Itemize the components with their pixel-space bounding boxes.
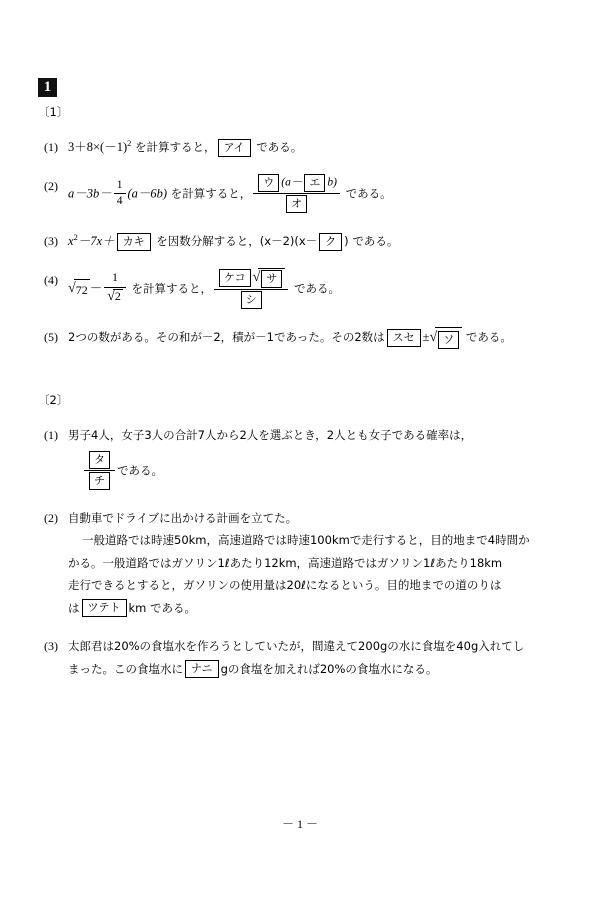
sqrt-answer — [253, 268, 286, 288]
radicand: 72 — [74, 279, 90, 301]
answer-fraction-row — [68, 452, 568, 491]
question-number: (1) — [44, 427, 58, 442]
question-text-line1: 男子4人，女子3人の合計7人から2人を選ぶとき，2人とも女子である確率は， — [68, 427, 473, 442]
question-number: (2) — [44, 510, 58, 525]
answer-fraction — [84, 451, 115, 490]
fraction-denominator — [253, 194, 340, 213]
plus-minus-sign: ± — [422, 330, 430, 345]
question-1-3 — [38, 230, 568, 253]
question-2-3 — [38, 635, 568, 680]
fraction-numerator — [84, 451, 115, 471]
answer-box-shi[interactable]: シ — [241, 291, 262, 309]
fraction-numerator — [253, 174, 340, 194]
section-number-block — [38, 78, 568, 97]
expression-a: x — [68, 234, 74, 249]
radical-sign: √ — [429, 330, 438, 346]
answer-box-suse[interactable]: スセ — [387, 329, 421, 347]
question-body — [68, 136, 568, 159]
question-1-4 — [38, 269, 568, 310]
page-content — [38, 78, 568, 680]
answer-box-so[interactable]: ソ — [438, 331, 459, 349]
question-text-end: である。 — [252, 140, 303, 155]
answer-box-chi[interactable]: チ — [89, 472, 110, 490]
question-body — [68, 424, 568, 491]
question-text-line4: 走行できるとすると，ガソリンの使用量は20ℓになるという。目的地までの道のりは — [68, 578, 502, 593]
question-text-end: である。 — [290, 281, 340, 296]
answer-fraction — [253, 174, 340, 213]
answer-box-nani[interactable]: ナニ — [185, 660, 219, 678]
line5-suffix: km である。 — [128, 600, 197, 615]
question-1-2 — [38, 175, 568, 214]
question-number: (1) — [44, 140, 58, 154]
answer-box-ai[interactable]: アイ — [218, 139, 251, 157]
question-text: を因数分解すると，(x－2)(x－ — [152, 234, 318, 249]
question-text-line2 — [68, 658, 568, 680]
exponent: 2 — [127, 138, 132, 148]
radical-sign: √ — [68, 281, 76, 297]
question-text-end: である。 — [341, 186, 392, 201]
answer-box-kaki[interactable]: カキ — [117, 233, 151, 251]
answer-box-o[interactable]: オ — [286, 195, 307, 213]
page-number: － 1 － — [281, 817, 318, 831]
question-body — [68, 326, 568, 351]
question-text-line1: 自動車でドライブに出かける計画を立てた。 — [68, 510, 298, 525]
question-text-line1: 太郎君は20%の食塩水を作ろうとしていたが，間違えて200gの水に食塩を40g入れてし — [68, 639, 525, 654]
question-body — [68, 230, 568, 253]
answer-box-ku[interactable]: ク — [319, 233, 342, 251]
question-text: を計算すると， — [167, 186, 252, 201]
line5-prefix: は — [68, 600, 80, 615]
line2-prefix: まった。この食塩水に — [68, 661, 183, 676]
num-end: b) — [327, 176, 337, 189]
fraction-numerator: 1 — [104, 272, 126, 287]
question-text-line2: 一般道路では時速50km，高速道路では時速100kmで走行すると，目的地まで4時間か — [82, 533, 530, 548]
fraction-denominator — [84, 471, 115, 490]
fraction-one-over-root-two — [104, 272, 126, 304]
question-body — [68, 507, 568, 619]
fraction-numerator: 1 — [114, 179, 126, 194]
fraction-one-quarter — [114, 179, 126, 208]
num-mid: (a－ — [281, 176, 303, 189]
expression: 3＋8×(－1) — [68, 140, 128, 155]
minus-sign: － — [89, 281, 103, 296]
question-text: 2つの数がある。その和が－2，積が－1であった。その2数は — [68, 330, 385, 345]
fraction-denominator — [104, 288, 126, 305]
radical-sign: √ — [252, 270, 261, 286]
sqrt-answer — [430, 326, 463, 351]
question-number: (5) — [44, 330, 58, 345]
answer-fraction — [214, 268, 288, 309]
question-body — [68, 269, 568, 310]
question-number: (2) — [44, 179, 58, 194]
radical-sign: √ — [107, 288, 115, 304]
question-text-end: である。 — [462, 330, 512, 345]
question-2-2 — [38, 507, 568, 619]
sqrt-72 — [68, 277, 90, 302]
question-2-1 — [38, 424, 568, 491]
line2-suffix: gの食塩を加えれば20%の食塩水になる。 — [220, 661, 438, 676]
question-body — [68, 635, 568, 680]
question-text-line5 — [68, 597, 568, 619]
question-number: (3) — [44, 234, 58, 249]
part1-heading: 〔1〕 — [38, 105, 69, 119]
question-1-1 — [38, 136, 568, 159]
answer-box-ta[interactable]: タ — [89, 451, 110, 469]
answer-box-u[interactable]: ウ — [258, 174, 279, 192]
expression-b: (a－6b) — [127, 186, 168, 201]
spacer — [38, 351, 568, 385]
question-text-end: ) である。 — [344, 234, 399, 249]
fraction-denominator — [214, 290, 288, 309]
exponent: 2 — [73, 232, 78, 243]
expression-b: －7x＋ — [77, 234, 115, 249]
expression-a: a－3b－ — [68, 186, 112, 201]
radicand — [258, 268, 285, 288]
radicand — [435, 327, 462, 350]
question-1-5 — [38, 326, 568, 351]
question-text-end: である。 — [117, 463, 163, 478]
fraction-numerator — [214, 268, 288, 290]
part2-heading: 〔2〕 — [38, 392, 69, 407]
fraction-denominator: 4 — [116, 195, 123, 208]
answer-box-e[interactable]: エ — [304, 174, 325, 192]
question-number: (4) — [44, 273, 58, 288]
answer-box-tsuteto[interactable]: ツテト — [82, 599, 127, 617]
question-text-line3: かる。一般道路ではガソリン1ℓあたり12km，高速道路ではガソリン1ℓあたり18km — [68, 555, 503, 570]
question-number: (3) — [44, 639, 58, 654]
question-text: を計算すると， — [127, 281, 213, 296]
section-number: 1 — [38, 78, 57, 97]
answer-box-keko[interactable]: ケコ — [219, 269, 251, 287]
answer-box-sa[interactable]: サ — [261, 270, 282, 288]
question-text: を計算すると， — [131, 140, 216, 155]
radicand: 2 — [114, 289, 121, 304]
sqrt-2 — [107, 289, 123, 305]
question-body — [68, 175, 568, 214]
